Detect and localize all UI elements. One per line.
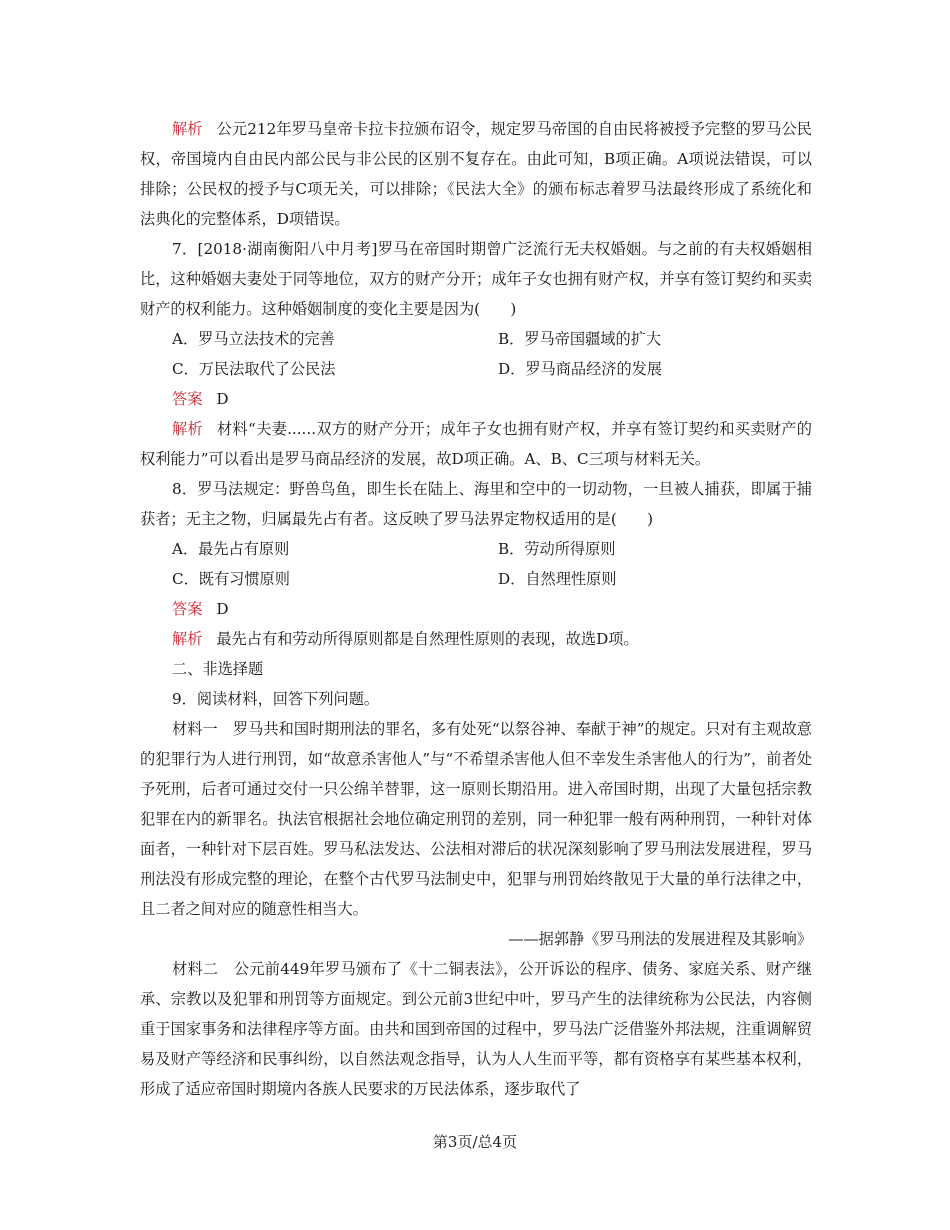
material-1-source: ——据郭静《罗马刑法的发展进程及其影响》 <box>508 930 812 948</box>
option-a: A．最先占有原则 <box>172 540 290 558</box>
answer-value: D <box>216 600 229 618</box>
option-d: D．自然理性原则 <box>498 570 617 588</box>
page-footer: 第3页/总4页 <box>432 1133 518 1151</box>
question-7-options <box>172 324 812 384</box>
option-d: D．罗马商品经济的发展 <box>498 360 663 378</box>
analysis-text: 公元212年罗马皇帝卡拉卡拉颁布诏令，规定罗马帝国的自由民将被授予完整的罗马公民权，帝国境内自由民内部公民与非公民的区别不复存在。由此可知，B项正确。A项说法错误，可以排除；公民权的授予与C项无关，可以排除；《民法大全》的颁布标志着罗马法最终形成了系统化和法典化的完整体系，D项错误。 <box>140 120 812 228</box>
material-1 <box>140 714 812 924</box>
analysis-tag: 解析 <box>172 630 203 648</box>
analysis-text: 材料“夫妻......双方的财产分开；成年子女也拥有财产权，并享有签订契约和买卖财产的权利能力”可以看出是罗马商品经济的发展，故D项正确。A、B、C三项与材料无关。 <box>140 420 812 468</box>
question-8-answer <box>172 594 812 624</box>
question-text: 7．[2018·湖南衡阳八中月考]罗马在帝国时期曾广泛流行无夫权婚姻。与之前的有夫权婚姻相比，这种婚姻夫妻处于同等地位，双方的财产分开；成年子女也拥有财产权，并享有签订契约和买卖财产的权利能力。这种婚姻制度的变化主要是因为( ) <box>140 240 812 318</box>
question-9-stem: 9．阅读材料，回答下列问题。 <box>172 690 380 708</box>
answer-value: D <box>216 390 229 408</box>
analysis-tag: 解析 <box>172 420 203 438</box>
option-b: B．罗马帝国疆域的扩大 <box>498 330 662 348</box>
question-8-analysis <box>172 624 812 654</box>
analysis-tag: 解析 <box>172 120 203 138</box>
question-7-answer <box>172 384 812 414</box>
question-7-analysis <box>140 414 812 474</box>
answer-tag: 答案 <box>172 390 203 408</box>
option-a: A．罗马立法技术的完善 <box>172 330 335 348</box>
option-c: C．既有习惯原则 <box>172 570 290 588</box>
q6-analysis <box>140 114 812 234</box>
document-body <box>140 114 812 1104</box>
material-2 <box>140 954 812 1104</box>
material-text: 材料一 罗马共和国时期刑法的罪名，多有处死“以祭谷神、奉献于神”的规定。只对有主观故意的犯罪行为人进行刑罚，如“故意杀害他人”与“不希望杀害他人但不幸发生杀害他人的行为”，前者处予死刑，后者可通过交付一只公绵羊替罪，这一原则长期沿用。进入帝国时期，出现了大量包括宗教犯罪在内的新罪名。执法官根据社会地位确定刑罚的差别，同一种犯罪一般有两种刑罚，一种针对体面者，一种针对下层百姓。罗马私法发达、公法相对滞后的状况深刻影响了罗马刑法发展进程，罗马刑法没有形成完整的理论，在整个古代罗马法制史中，犯罪与刑罚始终散见于大量的单行法律之中，且二者之间对应的随意性相当大。 <box>140 720 812 918</box>
analysis-text: 最先占有和劳动所得原则都是自然理性原则的表现，故选D项。 <box>216 630 639 648</box>
answer-tag: 答案 <box>172 600 203 618</box>
option-b: B．劳动所得原则 <box>498 540 616 558</box>
question-text: 8．罗马法规定：野兽鸟鱼，即生长在陆上、海里和空中的一切动物，一旦被人捕获，即属于捕获者；无主之物，归属最先占有者。这反映了罗马法界定物权适用的是( ) <box>140 480 812 528</box>
question-7-stem <box>140 234 812 324</box>
option-c: C．万民法取代了公民法 <box>172 360 336 378</box>
question-8-options <box>172 534 812 594</box>
question-8-stem <box>140 474 812 534</box>
section-title: 二、非选择题 <box>172 660 264 678</box>
material-text: 材料二 公元前449年罗马颁布了《十二铜表法》，公开诉讼的程序、债务、家庭关系、财产继承、宗教以及犯罪和刑罚等方面规定。到公元前3世纪中叶，罗马产生的法律统称为公民法，内容侧重于国家事务和法律程序等方面。由共和国到帝国的过程中，罗马法广泛借鉴外邦法规，注重调解贸易及财产等经济和民事纠纷，以自然法观念指导，认为人人生而平等，都有资格享有某些基本权利，形成了适应帝国时期境内各族人民要求的万民法体系，逐步取代了 <box>140 960 812 1098</box>
